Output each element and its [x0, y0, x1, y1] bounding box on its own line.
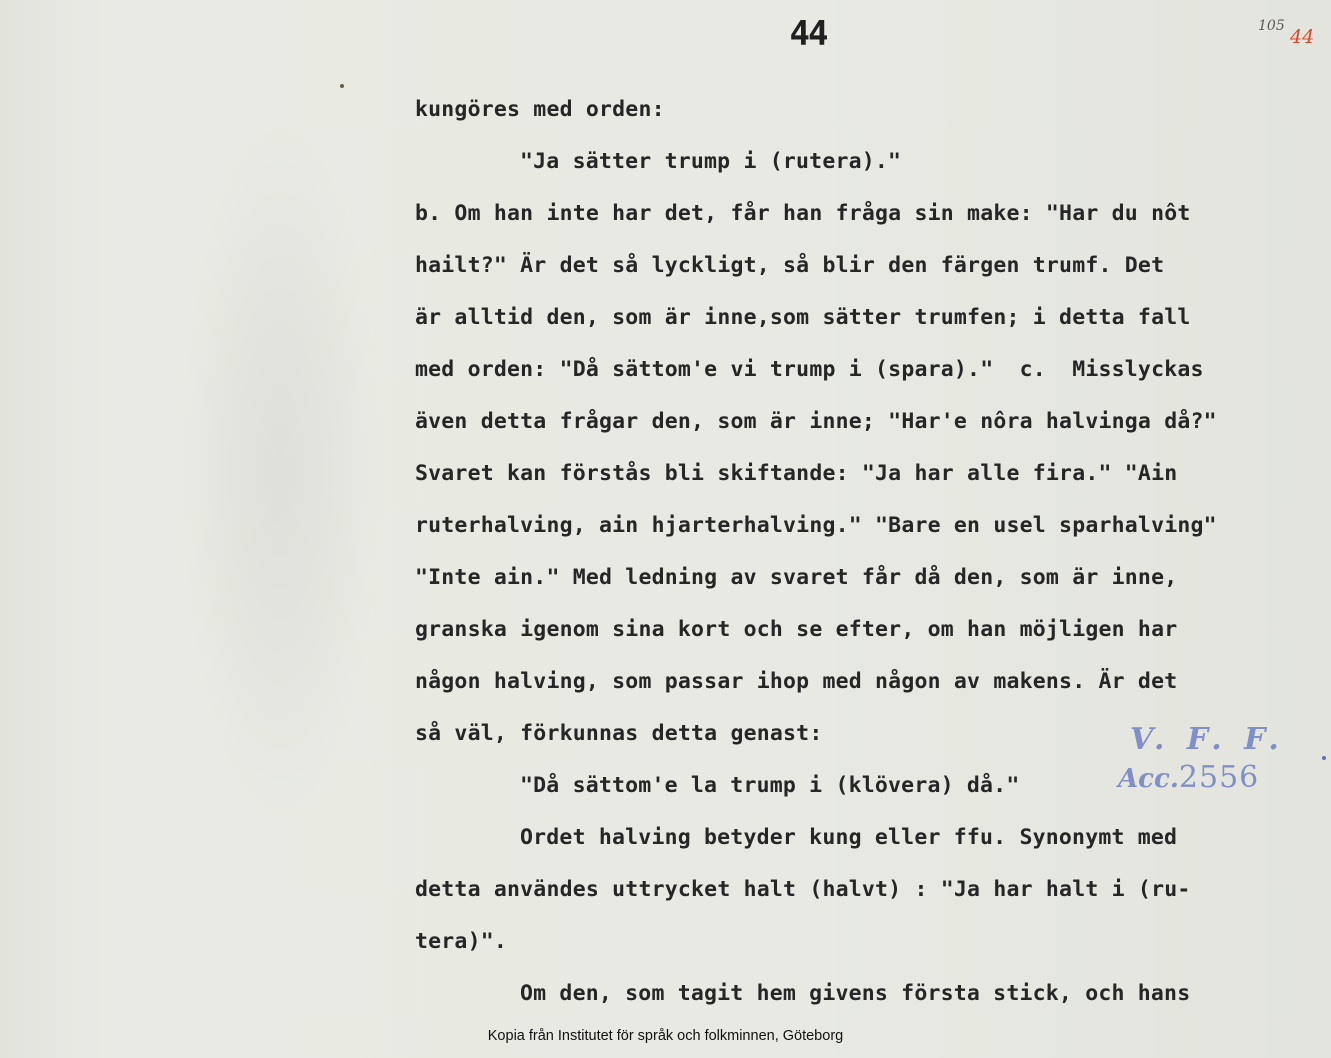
text-line: Ordet halving betyder kung eller ffu. Synonymt med — [520, 825, 1178, 850]
text-line: tera)". — [415, 929, 508, 954]
text-line: med orden: "Då sättom'e vi trump i (spara)." c. Misslyckas — [415, 357, 1204, 382]
archive-number: 105 — [1258, 18, 1285, 34]
text-line: är alltid den, som är inne,som sätter trumfen; i detta fall — [415, 305, 1191, 330]
text-line: "Då sättom'e la trump i (klövera) då." — [520, 773, 1020, 798]
accession-label: Acc. — [1118, 764, 1179, 794]
text-line: Svaret kan förstås bli skiftande: "Ja har alle fira." "Ain — [415, 461, 1178, 486]
archive-stamp-accession — [1118, 760, 1259, 795]
ink-speck — [340, 84, 344, 88]
accession-number: 2556 — [1178, 760, 1260, 795]
text-line: så väl, förkunnas detta genast: — [415, 721, 823, 746]
archive-stamp-org: V. F. F. — [1130, 722, 1285, 757]
text-line: granska igenom sina kort och se efter, om han möjligen har — [415, 617, 1178, 642]
text-line: hailt?" Är det så lyckligt, så blir den färgen trumf. Det — [415, 253, 1165, 278]
text-line: Om den, som tagit hem givens första stick, och hans — [520, 981, 1191, 1006]
page-number: 44 — [789, 14, 827, 54]
text-line: detta användes uttrycket halt (halvt) : "Ja har halt i (ru- — [415, 877, 1191, 902]
copy-footer: Kopia från Institutet för språk och folkminnen, Göteborg — [487, 1028, 844, 1044]
text-line: ruterhalving, ain hjarterhalving." "Bare en usel sparhalving" — [415, 513, 1217, 538]
text-line: "Inte ain." Med ledning av svaret får då den, som är inne, — [415, 565, 1178, 590]
text-line: b. Om han inte har det, får han fråga sin make: "Har du nôt — [415, 201, 1191, 226]
archive-number-red: 44 — [1290, 26, 1315, 48]
text-line: även detta frågar den, som är inne; "Har'e nôra halvinga då?" — [415, 409, 1217, 434]
text-line: "Ja sätter trump i (rutera)." — [520, 149, 902, 174]
text-line: kungöres med orden: — [415, 97, 665, 122]
text-line: någon halving, som passar ihop med någon av makens. Är det — [415, 669, 1178, 694]
paper-shading — [180, 120, 380, 820]
ink-speck — [1322, 756, 1326, 760]
